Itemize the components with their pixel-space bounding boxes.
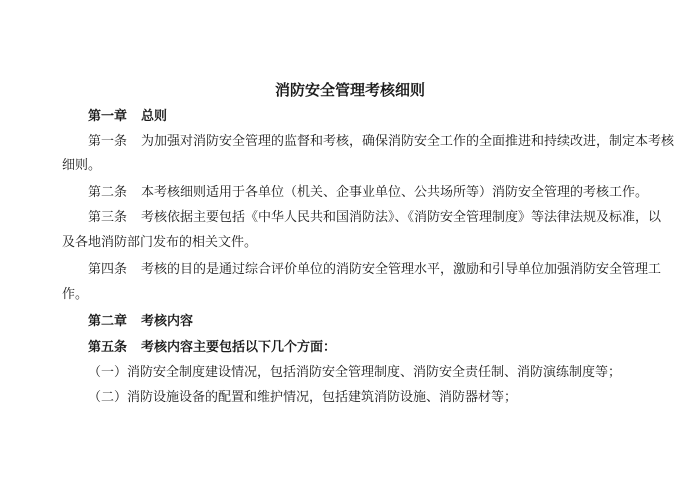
article-3-text: 考核依据主要包括《中华人民共和国消防法》、《消防安全管理制度》等法律法规及标准，以	[141, 210, 662, 225]
article-5	[62, 339, 678, 356]
article-4	[62, 261, 678, 278]
article-1-label: 第一条	[88, 134, 128, 149]
article-4-label: 第四条	[88, 262, 128, 277]
article-2-text: 本考核细则适用于各单位（机关、企事业单位、公共场所等）消防安全管理的考核工作。	[141, 185, 649, 200]
article-3	[62, 209, 678, 226]
article-2-label: 第二条	[88, 185, 128, 200]
chapter-1-heading	[62, 108, 678, 125]
list-item: （二）消防设施设备的配置和维护情况，包括建筑消防设施、消防器材等；	[88, 390, 518, 405]
article-1-continued: 细则。	[62, 158, 102, 173]
article-4-continued: 作。	[62, 287, 89, 302]
article-4-text: 考核的目的是通过综合评价单位的消防安全管理水平，激励和引导单位加强消防安全管理工	[141, 262, 662, 277]
document-title: 消防安全管理考核细则	[274, 81, 425, 99]
list-item: （一）消防安全制度建设情况，包括消防安全管理制度、消防安全责任制、消防演练制度等；	[88, 365, 622, 380]
article-5-text: 考核内容主要包括以下几个方面：	[141, 340, 337, 355]
chapter-1-title: 总则	[141, 109, 168, 124]
article-2	[62, 184, 678, 201]
chapter-2-title: 考核内容	[141, 314, 194, 329]
article-1	[62, 133, 678, 150]
article-3-label: 第三条	[88, 210, 128, 225]
article-3-continued: 及各地消防部门发布的相关文件。	[62, 235, 258, 250]
chapter-2-label: 第二章	[88, 314, 128, 329]
article-1-text: 为加强对消防安全管理的监督和考核，确保消防安全工作的全面推进和持续改进，制定本考核	[141, 134, 675, 149]
article-5-label: 第五条	[88, 340, 128, 355]
chapter-1-label: 第一章	[88, 109, 128, 124]
chapter-2-heading	[62, 313, 678, 330]
